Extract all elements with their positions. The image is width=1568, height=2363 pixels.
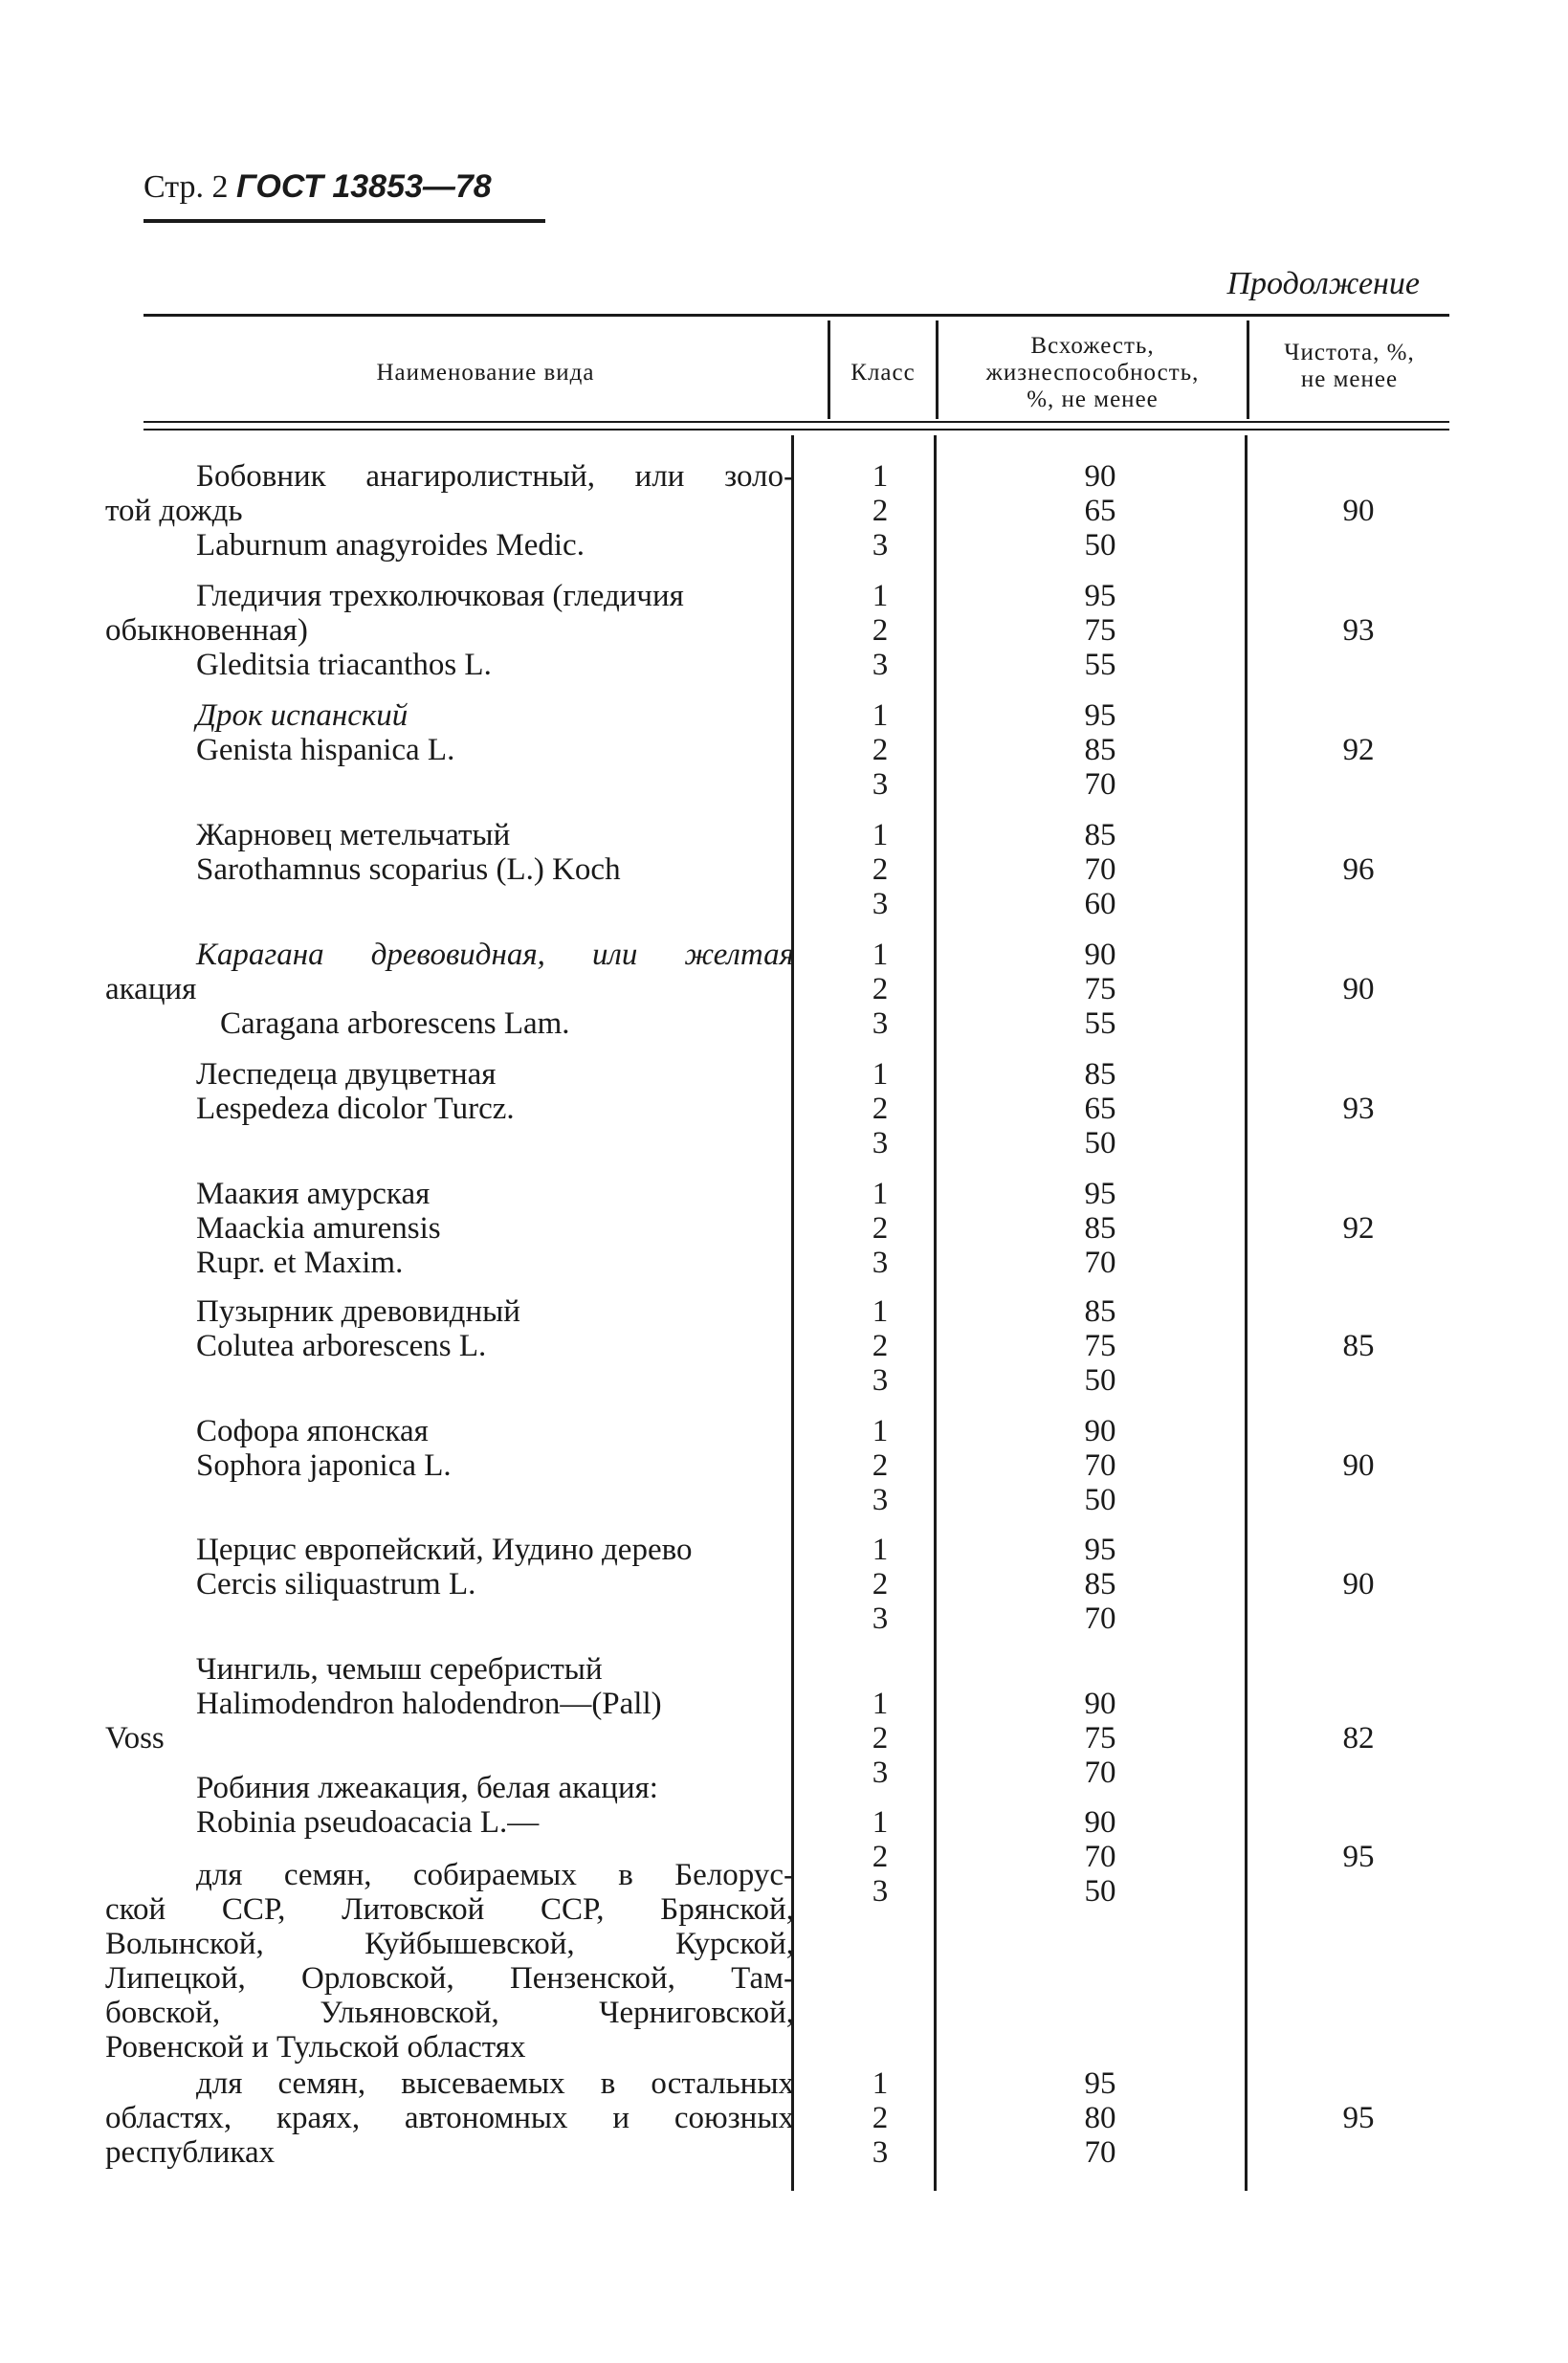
table-row xyxy=(105,1771,794,1840)
germination-values: 95 85 70 xyxy=(1084,1177,1116,1280)
species-name-line: Карагана древовидная, или желтая xyxy=(196,938,794,972)
latin-name: Lespedeza dicolor Turcz. xyxy=(196,1092,515,1126)
standard-number: ГОСТ 13853—78 xyxy=(236,168,492,205)
region-text-line: республиках xyxy=(105,2135,276,2170)
germination-values: 85 70 60 xyxy=(1084,818,1116,921)
column-divider-2-body xyxy=(934,435,937,2191)
table-row xyxy=(105,1533,794,1601)
species-name-line: Дрок испанский xyxy=(196,698,409,733)
germination-values: 95 75 55 xyxy=(1084,579,1116,682)
latin-name: Gleditsia triacanthos L. xyxy=(196,648,492,682)
region-text-line: Липецкой, Орловской, Пензенской, Там- xyxy=(105,1961,794,1996)
table-row xyxy=(105,818,794,887)
germination-values: 85 75 50 xyxy=(1084,1294,1116,1398)
table-header-rule xyxy=(144,421,1449,423)
purity-value: 90 xyxy=(1342,494,1375,528)
class-values: 1 2 3 xyxy=(872,1177,889,1280)
column-header-class: Класс xyxy=(850,360,916,386)
class-values: 1 2 3 xyxy=(872,1805,889,1909)
table-row xyxy=(105,459,794,563)
region-text-line: Ровенской и Тульской областях xyxy=(105,2030,526,2065)
species-name-line: Церцис европейский, Иудино дерево xyxy=(196,1533,693,1567)
latin-name: Voss xyxy=(105,1721,165,1756)
species-name-line: обыкновенная) xyxy=(105,613,308,648)
latin-name: Sarothamnus scoparius (L.) Koch xyxy=(196,852,621,887)
table-row xyxy=(105,1057,794,1126)
species-name-line: Софора японская xyxy=(196,1414,429,1448)
latin-name: Rupr. et Maxim. xyxy=(196,1246,404,1280)
species-name-line: Жарновец метельчатый xyxy=(196,818,511,852)
continuation-label: Продолжение xyxy=(1226,266,1420,301)
table-row xyxy=(105,579,794,682)
class-values: 1 2 3 xyxy=(872,1294,889,1398)
class-values: 1 2 3 xyxy=(872,579,889,682)
purity-value: 95 xyxy=(1342,1840,1375,1874)
region-text-line: бовской, Ульяновской, Черниговской, xyxy=(105,1996,794,2030)
purity-value: 82 xyxy=(1342,1721,1375,1756)
class-values: 1 2 3 xyxy=(872,938,889,1041)
latin-name: Laburnum anagyroides Medic. xyxy=(196,528,585,563)
species-name-line: Чингиль, чемыш серебристый xyxy=(196,1652,603,1687)
table-row xyxy=(105,1858,794,2065)
table-header-rule-2 xyxy=(144,429,1449,431)
germination-values: 90 70 50 xyxy=(1084,1805,1116,1909)
page-header xyxy=(144,168,492,206)
class-values: 1 2 3 xyxy=(872,818,889,921)
purity-value: 92 xyxy=(1342,733,1375,767)
table-row xyxy=(105,1294,794,1363)
species-name-line: Пузырник древовидный xyxy=(196,1294,520,1329)
species-name-line: Маакия амурская xyxy=(196,1177,431,1211)
class-values: 1 2 3 xyxy=(872,698,889,802)
table-row xyxy=(105,1414,794,1483)
class-values: 1 2 3 xyxy=(872,1057,889,1160)
species-name-line: Робиния лжеакация, белая акация: xyxy=(196,1771,658,1805)
region-text-line: Волынской, Куйбышевской, Курской, xyxy=(105,1927,794,1961)
table-row xyxy=(105,1177,794,1280)
purity-value: 90 xyxy=(1342,1567,1375,1601)
species-name-line: той дождь xyxy=(105,494,243,528)
class-values: 1 2 3 xyxy=(872,1533,889,1636)
table-row xyxy=(105,938,794,1041)
column-header-germination: Всхожесть, жизнеспособность, %, не менее xyxy=(985,333,1200,412)
column-header-purity: Чистота, %, не менее xyxy=(1284,340,1415,392)
table-row xyxy=(105,1652,794,1756)
purity-value: 93 xyxy=(1342,613,1375,648)
purity-value: 95 xyxy=(1342,2101,1375,2135)
species-name-line: Гледичия трехколючковая (гледичия xyxy=(196,579,684,613)
region-text-line: для семян, высеваемых в остальных xyxy=(196,2066,794,2101)
region-text-line: для семян, собираемых в Белорус- xyxy=(196,1858,794,1892)
table-top-rule xyxy=(144,314,1449,317)
column-divider-3-body xyxy=(1245,435,1248,2191)
germination-values: 85 65 50 xyxy=(1084,1057,1116,1160)
purity-value: 90 xyxy=(1342,972,1375,1006)
purity-value: 85 xyxy=(1342,1329,1375,1363)
germination-values: 90 70 50 xyxy=(1084,1414,1116,1517)
purity-value: 90 xyxy=(1342,1448,1375,1483)
purity-value: 96 xyxy=(1342,852,1375,887)
class-values: 1 2 3 xyxy=(872,1687,889,1790)
germination-values: 95 85 70 xyxy=(1084,698,1116,802)
class-values: 1 2 3 xyxy=(872,1414,889,1517)
latin-name: Caragana arborescens Lam. xyxy=(220,1006,570,1041)
region-text-line: областях, краях, автономных и союзных xyxy=(105,2101,794,2135)
region-text-line: ской ССР, Литовской ССР, Брянской, xyxy=(105,1892,794,1927)
species-name-line: Леспедеца двуцветная xyxy=(196,1057,497,1092)
germination-values: 90 75 55 xyxy=(1084,938,1116,1041)
latin-name: Sophora japonica L. xyxy=(196,1448,452,1483)
table-row xyxy=(105,2066,794,2170)
germination-values: 95 85 70 xyxy=(1084,1533,1116,1636)
latin-name: Cercis siliquastrum L. xyxy=(196,1567,476,1601)
table-row xyxy=(105,698,794,767)
page-label: Стр. 2 xyxy=(144,169,229,205)
header-rule xyxy=(144,219,545,223)
latin-name: Halimodendron halodendron—(Pall) xyxy=(196,1687,662,1721)
germination-values: 90 75 70 xyxy=(1084,1687,1116,1790)
class-values: 1 2 3 xyxy=(872,2066,889,2170)
germination-values: 90 65 50 xyxy=(1084,459,1116,563)
germination-values: 95 80 70 xyxy=(1084,2066,1116,2170)
species-name-line: акация xyxy=(105,972,197,1006)
latin-name: Colutea arborescens L. xyxy=(196,1329,487,1363)
latin-name: Robinia pseudoacacia L.— xyxy=(196,1805,540,1840)
latin-name: Maackia amurensis xyxy=(196,1211,441,1246)
column-header-name: Наименование вида xyxy=(376,360,595,386)
purity-value: 93 xyxy=(1342,1092,1375,1126)
species-name-line: Бобовник анагиролистный, или золо- xyxy=(196,459,794,494)
class-values: 1 2 3 xyxy=(872,459,889,563)
latin-name: Genista hispanica L. xyxy=(196,733,455,767)
purity-value: 92 xyxy=(1342,1211,1375,1246)
